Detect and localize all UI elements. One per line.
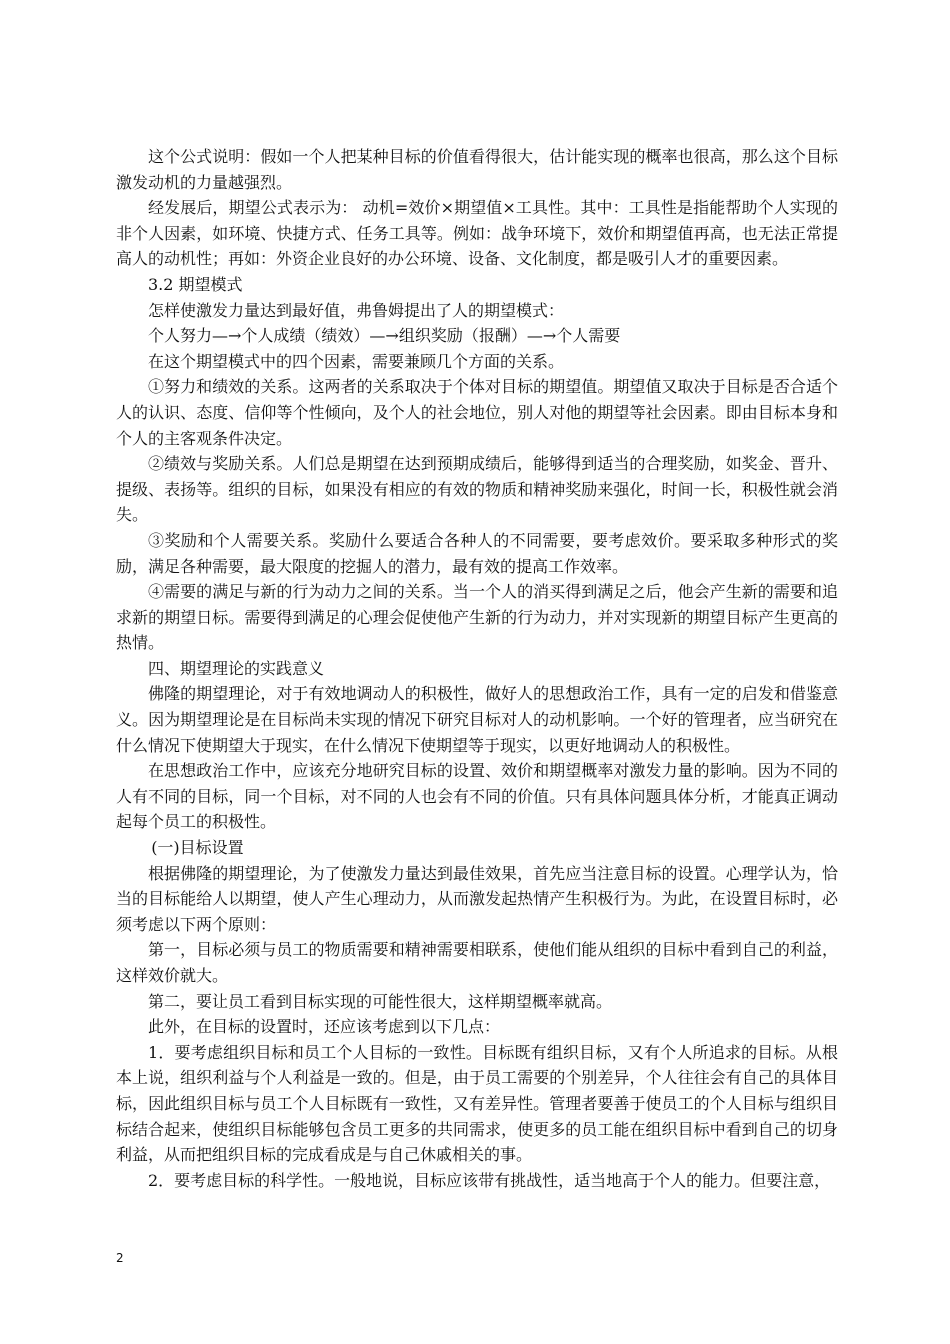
section-heading-practical-significance: 四、期望理论的实践意义: [148, 658, 325, 678]
paragraph-effort-performance: ①努力和绩效的关系。这两者的关系取决于个体对目标的期望值。期望值又取决于目标是否合适个人的认识、态度、信仰等个性倾向，及个人的社会地位，别人对他的期望等社会因素。即由目标本身和个人的主客观条件决定。: [116, 377, 838, 448]
paragraph-principle-first: 第一，目标必须与员工的物质需要和精神需要相联系，使他们能从组织的目标中看到自己的利益，这样效价就大。: [116, 940, 838, 985]
paragraph-four-factors: 在这个期望模式中的四个因素，需要兼顾几个方面的关系。: [148, 351, 565, 371]
paragraph-additional-points: 此外，在目标的设置时，还应该考虑到以下几点：: [148, 1017, 501, 1037]
paragraph-expanded-formula: 经发展后，期望公式表示为： 动机=效价×期望值×工具性。其中：工具性是指能帮助个人实现的非个人因素，如环境、快捷方式、任务工具等。例如：战争环境下，效价和期望值再高，也无法正常提高人的动机性；再如：外资企业良好的办公环境、设备、文化制度，都是吸引人才的重要因素。: [116, 198, 838, 269]
paragraph-point-one-consistency: 1．要考虑组织目标和员工个人目标的一致性。目标既有组织目标，又有个人所追求的目标。从根本上说，组织利益与个人利益是一致的。但是，由于员工需要的个别差异，个人往往会有自己的具体目标，因此组织目标与员工个人目标既有一致性，又有差异性。管理者要善于使员工的个人目标与组织目标结合起来，使组织目标能够包含员工更多的共同需求，使更多的员工能在组织目标中看到自己的切身利益，从而把组织目标的完成看成是与自己休戚相关的事。: [116, 1042, 838, 1165]
section-heading-expectation-model: 3.2 期望模式: [148, 274, 243, 294]
document-body: [116, 144, 838, 1193]
paragraph-political-work: 在思想政治工作中，应该充分地研究目标的设置、效价和期望概率对激发力量的影响。因为不同的人有不同的目标，同一个目标，对不同的人也会有不同的价值。只有具体问题具体分析，才能真正调动起每个员工的积极性。: [116, 761, 838, 832]
paragraph-needs-new-motivation: ④需要的满足与新的行为动力之间的关系。当一个人的消买得到满足之后，他会产生新的需要和追求新的期望日标。需要得到满足的心理会促使他产生新的行为动力，并对实现新的期望目标产生更高的热情。: [116, 582, 838, 653]
paragraph-formula-explanation: 这个公式说明：假如一个人把某种目标的价值看得很大，估计能实现的概率也很高，那么这个目标激发动机的力量越强烈。: [116, 147, 838, 192]
paragraph-vroom-model-intro: 怎样使激发力量达到最好值，弗鲁姆提出了人的期望模式：: [148, 300, 565, 320]
paragraph-point-two-scientific: 2．要考虑目标的科学性。一般地说，目标应该带有挑战性，适当地高于个人的能力。但要注意，: [148, 1170, 831, 1190]
paragraph-goal-setting-principles: 根据佛隆的期望理论，为了使激发力量达到最佳效果，首先应当注意目标的设置。心理学认为，恰当的目标能给人以期望，使人产生心理动力，从而激发起热情产生积极行为。为此，在设置目标时，必须考虑以下两个原则：: [116, 863, 838, 934]
page-number: 2: [116, 1251, 124, 1265]
paragraph-model-chain: 个人努力—→个人成绩（绩效）—→组织奖励（报酬）—→个人需要: [148, 326, 621, 346]
paragraph-performance-reward: ②绩效与奖励关系。人们总是期望在达到预期成绩后，能够得到适当的合理奖励，如奖金、晋升、提级、表扬等。组织的目标，如果没有相应的有效的物质和精神奖励来强化，时间一长，积极性就会消失。: [116, 454, 838, 525]
subsection-heading-goal-setting: (一)目标设置: [151, 838, 244, 858]
paragraph-principle-second: 第二，要让员工看到目标实现的可能性很大，这样期望概率就高。: [148, 991, 613, 1011]
paragraph-reward-needs: ③奖励和个人需要关系。奖励什么要适合各种人的不同需要，要考虑效价。要采取多种形式的奖励，满足各种需要，最大限度的挖掘人的潜力，最有效的提高工作效率。: [116, 530, 838, 576]
paragraph-vroom-theory-significance: 佛隆的期望理论，对于有效地调动人的积极性，做好人的思想政治工作，具有一定的启发和借鉴意义。因为期望理论是在目标尚未实现的情况下研究目标对人的动机影响。一个好的管理者，应当研究在什么情况下使期望大于现实，在什么情况下使期望等于现实，以更好地调动人的积极性。: [116, 684, 838, 755]
